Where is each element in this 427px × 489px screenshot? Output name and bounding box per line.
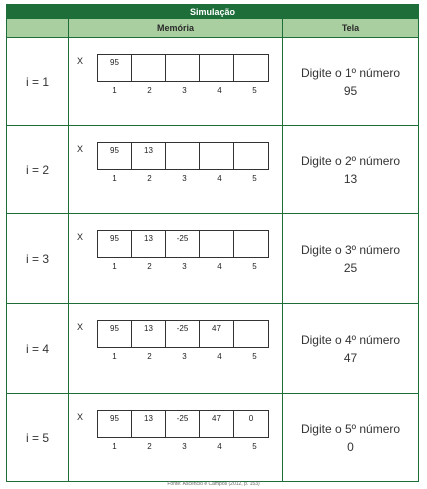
screen-output xyxy=(283,214,418,303)
memory-array xyxy=(97,54,269,82)
array-indices xyxy=(97,86,272,95)
array-slot xyxy=(200,231,234,257)
header-empty xyxy=(7,19,69,37)
array-slot: -25 xyxy=(166,321,200,347)
array-slot: 95 xyxy=(98,411,132,437)
array-slot: 95 xyxy=(98,55,132,81)
table-row xyxy=(7,214,418,304)
array-indices xyxy=(97,352,272,361)
memory-array xyxy=(97,142,269,170)
simulation-table xyxy=(6,4,419,482)
table-row xyxy=(7,126,418,214)
array-index-label: 2 xyxy=(147,86,152,95)
array-index-label: 4 xyxy=(217,262,222,271)
array-slot xyxy=(200,143,234,169)
screen-output xyxy=(283,126,418,213)
array-index-label: 5 xyxy=(252,86,257,95)
array-index-label: 2 xyxy=(147,262,152,271)
prompt-text: Digite o 3º número xyxy=(300,242,401,257)
table-row xyxy=(7,304,418,394)
array-index-label: 3 xyxy=(182,352,187,361)
memory-cell xyxy=(69,38,283,125)
entered-value: 95 xyxy=(343,83,358,98)
entered-value: 13 xyxy=(343,171,358,186)
header-row xyxy=(7,19,418,38)
header-memoria: Memória xyxy=(69,19,283,37)
source-caption: Fonte: Ascencio e Campos (2012, p. 153) xyxy=(167,481,260,487)
prompt-text: Digite o 2º número xyxy=(300,153,401,168)
array-slot: -25 xyxy=(166,411,200,437)
array-slot: 95 xyxy=(98,143,132,169)
array-slot: 13 xyxy=(132,231,166,257)
variable-name: X xyxy=(77,232,84,242)
array-index-label: 4 xyxy=(217,352,222,361)
array-index-label: 5 xyxy=(252,442,257,451)
array-slot xyxy=(234,55,268,81)
array-slot: -25 xyxy=(166,231,200,257)
memory-cell xyxy=(69,394,283,481)
array-index-label: 1 xyxy=(112,86,117,95)
array-index-label: 1 xyxy=(112,262,117,271)
entered-value: 0 xyxy=(347,439,354,454)
array-slot xyxy=(166,143,200,169)
array-slot xyxy=(234,231,268,257)
array-index-label: 1 xyxy=(112,442,117,451)
variable-name: X xyxy=(77,56,84,66)
array-index-label: 2 xyxy=(147,174,152,183)
array-index-label: 3 xyxy=(182,262,187,271)
array-index-label: 5 xyxy=(252,352,257,361)
memory-cell xyxy=(69,126,283,213)
array-index-label: 2 xyxy=(147,352,152,361)
table-row xyxy=(7,394,418,481)
array-index-label: 4 xyxy=(217,86,222,95)
array-slot: 47 xyxy=(200,321,234,347)
array-slot xyxy=(234,321,268,347)
array-index-label: 1 xyxy=(112,352,117,361)
array-slot: 47 xyxy=(200,411,234,437)
prompt-text: Digite o 1º número xyxy=(300,65,401,80)
array-index-label: 2 xyxy=(147,442,152,451)
array-slot xyxy=(200,55,234,81)
screen-output xyxy=(283,304,418,393)
memory-array xyxy=(97,230,269,258)
array-index-label: 3 xyxy=(182,442,187,451)
memory-array xyxy=(97,320,269,348)
variable-name: X xyxy=(77,144,84,154)
variable-name: X xyxy=(77,322,84,332)
screen-output xyxy=(283,394,418,481)
table-title: Simulação xyxy=(7,5,418,19)
array-index-label: 5 xyxy=(252,174,257,183)
array-index-label: 4 xyxy=(217,442,222,451)
array-index-label: 4 xyxy=(217,174,222,183)
array-slot xyxy=(132,55,166,81)
variable-name: X xyxy=(77,412,84,422)
array-slot xyxy=(166,55,200,81)
array-slot: 95 xyxy=(98,321,132,347)
memory-array xyxy=(97,410,269,438)
array-slot: 13 xyxy=(132,321,166,347)
array-index-label: 3 xyxy=(182,174,187,183)
array-indices xyxy=(97,442,272,451)
memory-cell xyxy=(69,304,283,393)
iteration-label: i = 4 xyxy=(7,304,69,393)
header-tela: Tela xyxy=(341,23,360,33)
table-row xyxy=(7,38,418,126)
table-body xyxy=(7,38,418,481)
array-slot: 13 xyxy=(132,143,166,169)
array-index-label: 1 xyxy=(112,174,117,183)
memory-cell xyxy=(69,214,283,303)
prompt-text: Digite o 4º número xyxy=(300,332,401,347)
iteration-label: i = 5 xyxy=(7,394,69,481)
prompt-text: Digite o 5º número xyxy=(300,421,401,436)
entered-value: 47 xyxy=(343,350,358,365)
array-slot: 0 xyxy=(248,414,254,423)
array-slot: 13 xyxy=(132,411,166,437)
array-index-label: 5 xyxy=(252,262,257,271)
array-slot xyxy=(234,143,268,169)
array-indices xyxy=(97,262,272,271)
iteration-label: i = 3 xyxy=(7,214,69,303)
entered-value: 25 xyxy=(343,260,358,275)
array-index-label: 3 xyxy=(182,86,187,95)
iteration-label: i = 1 xyxy=(7,38,69,125)
array-indices xyxy=(97,174,272,183)
screen-output xyxy=(283,38,418,125)
array-slot: 95 xyxy=(98,231,132,257)
iteration-label: i = 2 xyxy=(7,126,69,213)
